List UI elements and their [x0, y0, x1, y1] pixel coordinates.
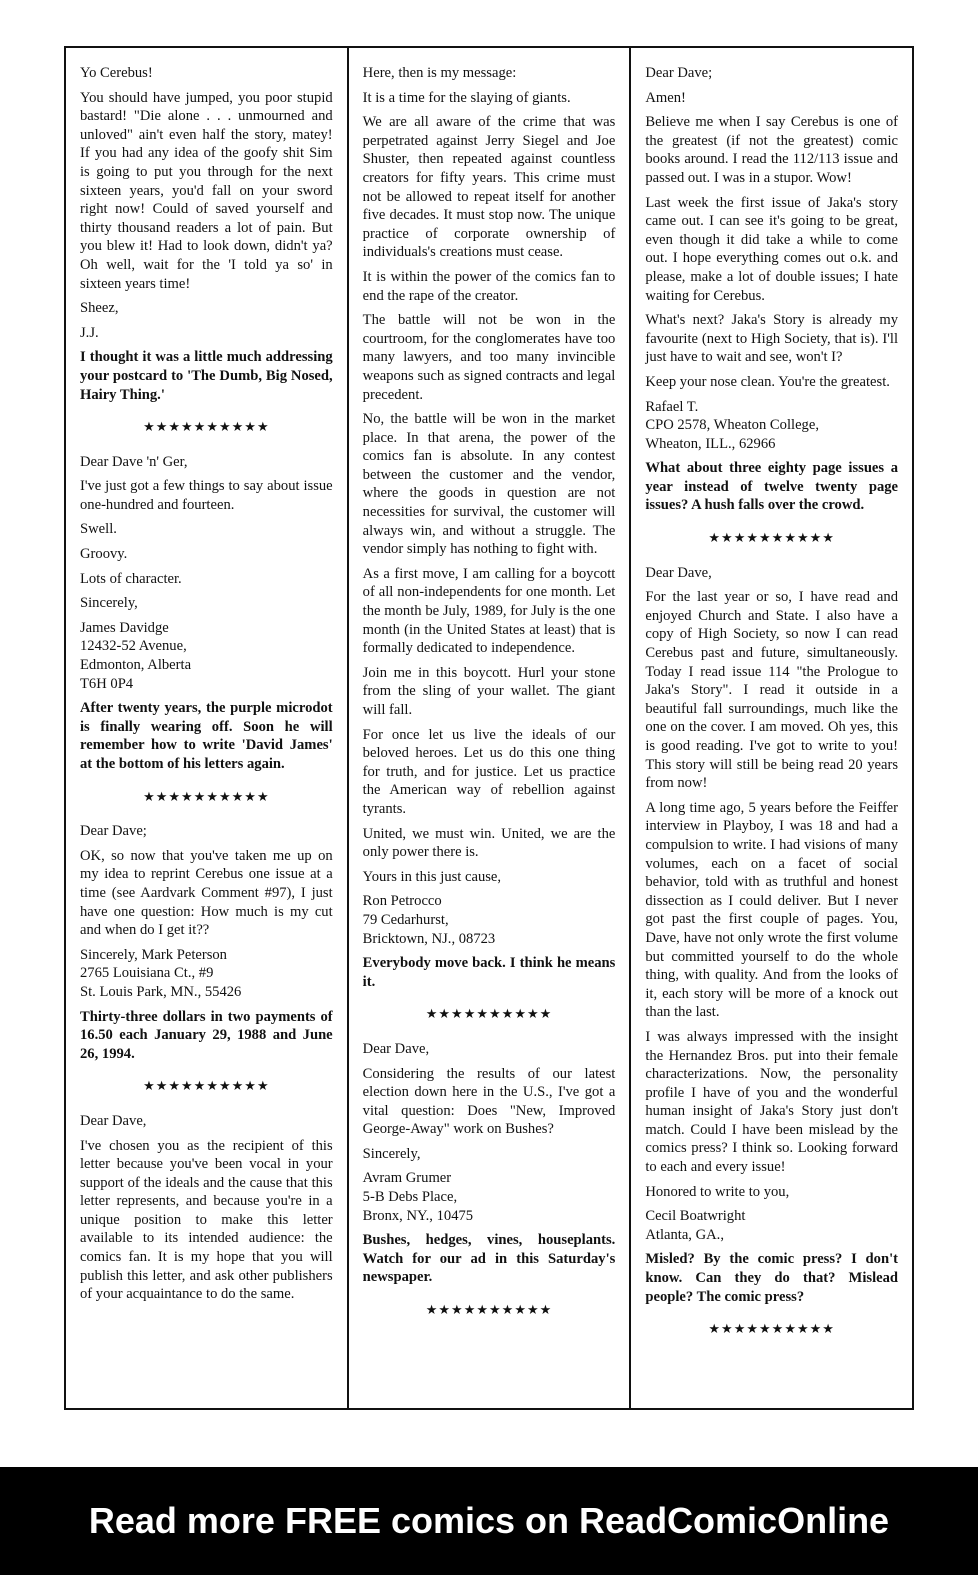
letter-paragraph: OK, so now that you've taken me up on my idea to reprint Cerebus one issue at a time (see Aardvark Comment #97), I just have one question: How much is my cut and when do I get it??: [80, 847, 333, 939]
address-line: 12432-52 Avenue,: [80, 638, 187, 655]
star-separator: ★★★★★★★★★★: [143, 419, 270, 435]
address-line: 5-B Debs Place,: [362, 1189, 458, 1206]
address-line: Avram Grumer: [362, 1170, 452, 1187]
star-separator: ★★★★★★★★★★: [143, 788, 270, 804]
address-line: Atlanta, GA.,: [645, 1226, 724, 1243]
letter-paragraph: For once let us live the ideals of our beloved heroes. Let us do this one thing for truth, and for justice. Let us practice the American way of rebellion against tyrants.: [362, 726, 616, 817]
letter-paragraph: Dear Dave 'n' Ger,: [80, 453, 188, 470]
letter-paragraph: Join me in this boycott. Hurl your stone from the sling of your wallet. The giant will fall.: [362, 664, 616, 718]
letter-paragraph: Considering the results of our latest election down here in the U.S., I've got a vital question: Does "New, Improved George-Away" work on Bushes?: [362, 1065, 616, 1138]
letter-paragraph: Sincerely,: [80, 595, 138, 612]
address-block: [363, 1169, 616, 1225]
letter-paragraph: It is within the power of the comics fan to end the rape of the creator.: [362, 268, 616, 304]
address-block: [363, 892, 616, 948]
letter-paragraph: No, the battle will be won in the market place. In that arena, the power of the comics fan is absolute. In any contest between the customer and the vendor, where the goods in question are not necessities for survival, the customer will always win, and without a struggle. The vendor simply has nothing to fight with.: [362, 411, 616, 558]
letter-paragraph: Believe me when I say Cerebus is one of the greatest (if not the greatest) comic books around. I read the 112/113 issue and passed out. I was in a stupor. Wow!: [645, 114, 899, 186]
letter-paragraph: Groovy.: [80, 546, 128, 563]
star-separator: ★★★★★★★★★★: [708, 1321, 835, 1337]
star-separator: ★★★★★★★★★★: [425, 1006, 553, 1022]
editor-reply: Bushes, hedges, vines, houseplants. Watch for our ad in this Saturday's newspaper.: [362, 1232, 616, 1286]
letters-column-3: [629, 48, 912, 1408]
address-line: Bricktown, NJ., 08723: [362, 930, 496, 947]
letter-paragraph: For the last year or so, I have read and enjoyed Church and State. I also have a copy of High Society, so now I can read Cerebus past and future, simultaneously. Today I read issue 114 "the Prologue to Jaka's Story". I read it outside in a beautiful fall surroundings, much like the one on the cover. I am moved. Oh yes, this is good reading. I've got to write to you! This story will still be being read 20 years from now!: [645, 589, 899, 792]
address-line: Sincerely, Mark Peterson: [80, 946, 227, 963]
letter-paragraph: Keep your nose clean. You're the greatest.: [645, 373, 890, 390]
address-line: Ron Petrocco: [362, 893, 442, 910]
editor-reply: I thought it was a little much addressing your postcard to 'The Dumb, Big Nosed, Hairy Thing.': [80, 349, 333, 403]
address-line: Bronx, NY., 10475: [362, 1207, 474, 1224]
address-block: [645, 1207, 898, 1244]
letter-paragraph: Dear Dave;: [80, 823, 147, 840]
address-line: St. Louis Park, MN., 55426: [80, 983, 242, 1000]
letter-paragraph: Sheez,: [80, 300, 119, 317]
letters-page: [64, 46, 914, 1410]
letter-paragraph: We are all aware of the crime that was perpetrated against Jerry Siegel and Joe Shuster, then repeated against countless creators for fifty years. This crime must not be allowed to repeat itself for another five decades. It must stop now. The unique practice of corporate ownership of individuals's creations must cease.: [362, 114, 616, 261]
letter-paragraph: United, we must win. United, we are the only power there is.: [362, 825, 616, 861]
letter-paragraph: Dear Dave;: [645, 65, 713, 81]
editor-reply: Thirty-three dollars in two payments of 16.50 each January 29, 1988 and June 26, 1994.: [80, 1008, 333, 1062]
letter-paragraph: Last week the first issue of Jaka's story came out. I can see it's going to be great, even though it did take a while to come out. I hope everything comes out o.k. and please, make a lot of double issues; I hate waiting for Cerebus.: [645, 194, 899, 304]
letters-column-2: [347, 48, 630, 1408]
letter-paragraph: I've just got a few things to say about issue one-hundred and fourteen.: [80, 478, 333, 513]
address-line: CPO 2578, Wheaton College,: [645, 417, 819, 434]
letter-paragraph: I was always impressed with the insight the Hernandez Bros. put into their female characterizations. Now, the personality profile I have of you and the wonderful human insight of Jaka's Story just don't match. Could I have been mislead by the comics press? I think so. Looking forward to each and every issue!: [645, 1028, 899, 1176]
editor-reply: What about three eighty page issues a year instead of twelve twenty page issues? A hush falls over the crowd.: [645, 460, 899, 514]
letter-paragraph: J.J.: [80, 324, 99, 341]
address-line: 79 Cedarhurst,: [362, 911, 449, 928]
promo-banner[interactable]: [0, 1467, 978, 1575]
letter-paragraph: Dear Dave,: [80, 1112, 147, 1129]
address-block: [645, 398, 898, 454]
address-line: Wheaton, ILL., 62966: [645, 435, 776, 452]
letter-paragraph: Lots of character.: [80, 570, 182, 587]
letter-paragraph: What's next? Jaka's Story is already my favourite (next to High Society, that is). I'll just have to wait and see, won't I?: [645, 312, 899, 366]
address-line: T6H 0P4: [80, 675, 134, 692]
letter-paragraph: Honored to write to you,: [645, 1183, 790, 1200]
letters-column-1: [66, 48, 347, 1408]
letter-paragraph: Amen!: [645, 89, 686, 106]
star-separator: ★★★★★★★★★★: [708, 530, 835, 546]
address-block: [80, 946, 333, 1002]
letter-paragraph: I've chosen you as the recipient of this letter because you've been vocal in your support of the ideals and the cause that this letter represents, and because you're in a unique position to make this letter available to its intended audience: the comics fan. It is my hope that you will publish this letter, and ask other publishers of your acquaintance to do the same.: [80, 1137, 333, 1303]
address-line: James Davidge: [80, 619, 169, 636]
letter-paragraph: Yours in this just cause,: [362, 868, 502, 885]
letter-paragraph: Sincerely,: [362, 1145, 421, 1162]
letter-paragraph: Swell.: [80, 521, 117, 538]
address-block: [80, 619, 333, 693]
letter-paragraph: The battle will not be won in the courtroom, for the conglomerates have too many lawyers, and too many invincible weapons such as signed contracts and legal precedent.: [362, 312, 616, 403]
address-line: Cecil Boatwright: [645, 1208, 746, 1225]
letter-paragraph: Yo Cerebus!: [80, 65, 153, 81]
editor-reply: Misled? By the comic press? I don't know. Can they do that? Mislead people? The comic press?: [645, 1251, 899, 1305]
editor-reply: Everybody move back. I think he means it.: [362, 955, 616, 990]
address-line: Edmonton, Alberta: [80, 657, 192, 674]
address-line: 2765 Louisiana Ct., #9: [80, 965, 214, 982]
address-line: Rafael T.: [645, 398, 699, 415]
letter-paragraph: It is a time for the slaying of giants.: [362, 89, 571, 106]
editor-reply: After twenty years, the purple microdot is finally wearing off. Soon he will remember how to write 'David James' at the bottom of his letters again.: [80, 700, 333, 772]
letter-paragraph: Dear Dave,: [645, 564, 712, 581]
letter-paragraph: You should have jumped, you poor stupid bastard! "Die alone . . . unmourned and unloved" ain't even half the story, matey! If you had any idea of the goofy shit Sim is going to put you through for the next sixteen years, you'd fall on your sword right now! Could of saved yourself and thirty thousand readers a lot of pain. But you blew it! Had to look down, didn't ya? Oh well, wait for the 'I told ya so' in sixteen years time!: [80, 89, 333, 292]
star-separator: ★★★★★★★★★★: [425, 1302, 553, 1318]
letter-paragraph: A long time ago, 5 years before the Feiffer interview in Playboy, I was 18 and had a compulsion to write. I had visions of many volumes, each on a facet of social behavior, told with as truthful and honest dissection as I could deliver. But I never got past the first couple of pages. You, Dave, have not only wrote the first volume but committed yourself to do the whole thing, with quality. And from the looks of it, each story will be more of a knock out than the last.: [645, 799, 899, 1021]
promo-banner-text[interactable]: Read more FREE comics on ReadComicOnline: [88, 1500, 890, 1541]
letter-paragraph: As a first move, I am calling for a boycott of all non-independents for one month. Let the month be July, 1989, for July is the one month (in the United States at least) that is formally dedicated to independence.: [362, 565, 616, 657]
letter-paragraph: Here, then is my message:: [362, 65, 517, 81]
letter-paragraph: Dear Dave,: [362, 1040, 430, 1057]
star-separator: ★★★★★★★★★★: [143, 1078, 270, 1094]
